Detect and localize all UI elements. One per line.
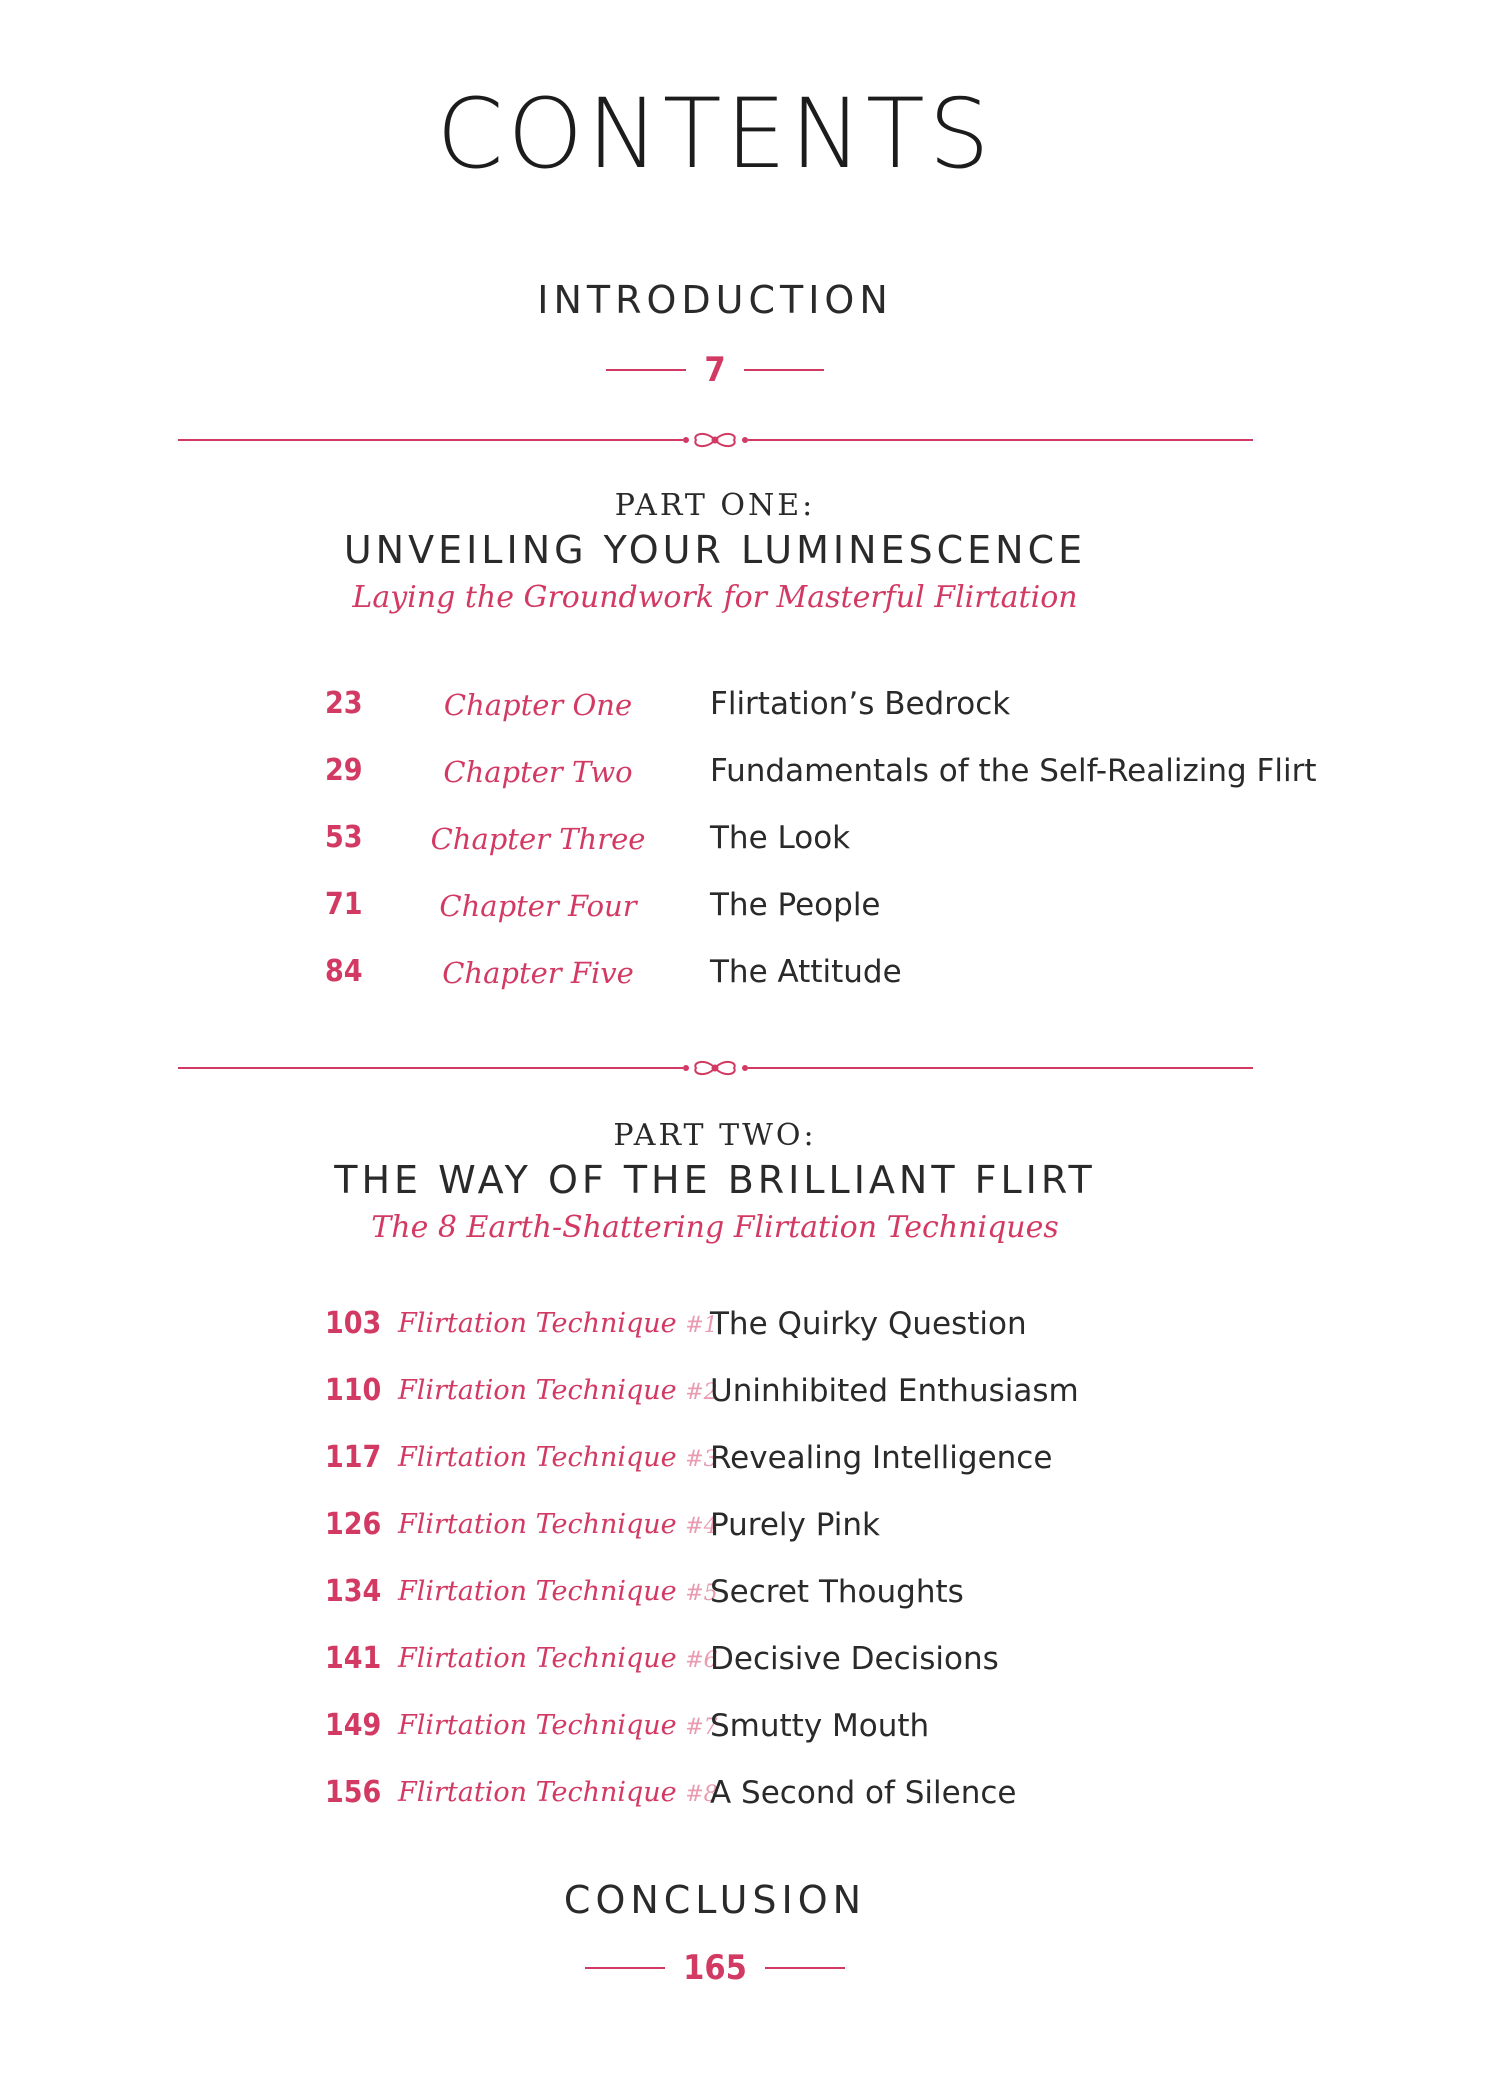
conclusion-page-number[interactable]: 165 [683, 1948, 747, 1988]
entry-technique-label [398, 1442, 718, 1473]
entry-technique-label [398, 1375, 718, 1406]
entry-technique-label [398, 1308, 718, 1339]
entry-chapter-label: Chapter Four [439, 889, 637, 923]
toc-entry[interactable] [0, 1574, 1500, 1624]
entry-page-number: 149 [325, 1708, 382, 1743]
toc-entry[interactable] [0, 686, 1500, 736]
entry-page-number: 134 [325, 1574, 382, 1609]
toc-entry[interactable] [0, 1708, 1500, 1758]
toc-entry[interactable] [0, 753, 1500, 803]
entry-title: Fundamentals of the Self-Realizing Flirt [710, 753, 1317, 789]
entry-title: The Look [710, 820, 851, 856]
entry-page-number: 23 [325, 686, 363, 721]
entry-page-number: 29 [325, 753, 363, 788]
entry-title: The Quirky Question [710, 1306, 1027, 1342]
entry-page-number: 84 [325, 954, 363, 989]
technique-label-text: Flirtation Technique [398, 1509, 677, 1540]
part-one-subtitle: Laying the Groundwork for Masterful Flirtation [352, 580, 1078, 615]
entry-technique-label [398, 1509, 718, 1540]
entry-technique-label [398, 1710, 718, 1741]
entry-page-number: 110 [325, 1373, 382, 1408]
toc-entry[interactable] [0, 1775, 1500, 1825]
entry-page-number: 156 [325, 1775, 382, 1810]
entry-chapter-label: Chapter One [443, 688, 633, 722]
introduction-heading[interactable]: INTRODUCTION [537, 278, 893, 322]
entry-title: The Attitude [710, 954, 902, 990]
toc-entry[interactable] [0, 954, 1500, 1004]
technique-number: #3 [685, 1447, 718, 1472]
entry-page-number: 71 [325, 887, 363, 922]
ornament-divider-icon [178, 428, 1253, 452]
entry-page-number: 117 [325, 1440, 382, 1475]
entry-title: The People [710, 887, 881, 923]
ornament-divider-icon [178, 1056, 1253, 1080]
technique-number: #6 [685, 1648, 718, 1673]
technique-number: #7 [685, 1715, 718, 1740]
technique-number: #5 [685, 1581, 718, 1606]
entry-chapter-label: Chapter Three [430, 822, 646, 856]
technique-label-text: Flirtation Technique [398, 1643, 677, 1674]
technique-number: #2 [685, 1380, 718, 1405]
entry-title: A Second of Silence [710, 1775, 1017, 1811]
part-one-label: PART ONE: [614, 488, 816, 523]
technique-label-text: Flirtation Technique [398, 1375, 677, 1406]
entry-technique-label [398, 1643, 718, 1674]
dash-right [744, 369, 824, 371]
conclusion-page-marker [0, 1948, 1430, 1988]
toc-entry[interactable] [0, 1507, 1500, 1557]
entry-page-number: 141 [325, 1641, 382, 1676]
page-title: CONTENTS [436, 78, 994, 190]
technique-label-text: Flirtation Technique [398, 1777, 677, 1808]
entry-title: Smutty Mouth [710, 1708, 930, 1744]
toc-entry[interactable] [0, 1306, 1500, 1356]
entry-technique-label [398, 1777, 718, 1808]
conclusion-heading[interactable]: CONCLUSION [563, 1878, 867, 1922]
part-two-label: PART TWO: [613, 1118, 817, 1153]
part-one-title: UNVEILING YOUR LUMINESCENCE [343, 528, 1087, 572]
toc-entry[interactable] [0, 887, 1500, 937]
toc-entry[interactable] [0, 1373, 1500, 1423]
introduction-page-number[interactable]: 7 [704, 350, 726, 390]
entry-title: Purely Pink [710, 1507, 880, 1543]
toc-entry[interactable] [0, 1641, 1500, 1691]
entry-title: Flirtation’s Bedrock [710, 686, 1011, 722]
entry-technique-label [398, 1576, 718, 1607]
entry-chapter-label: Chapter Two [443, 755, 633, 789]
entry-title: Uninhibited Enthusiasm [710, 1373, 1079, 1409]
entry-page-number: 53 [325, 820, 363, 855]
technique-number: #1 [685, 1313, 718, 1338]
technique-label-text: Flirtation Technique [398, 1442, 677, 1473]
entry-title: Revealing Intelligence [710, 1440, 1053, 1476]
dash-left [585, 1967, 665, 1969]
toc-entry[interactable] [0, 820, 1500, 870]
technique-label-text: Flirtation Technique [398, 1308, 677, 1339]
toc-entry[interactable] [0, 1440, 1500, 1490]
part-two-title: THE WAY OF THE BRILLIANT FLIRT [334, 1158, 1096, 1202]
dash-left [606, 369, 686, 371]
part-two-subtitle: The 8 Earth-Shattering Flirtation Techniques [371, 1210, 1059, 1245]
dash-right [765, 1967, 845, 1969]
entry-chapter-label: Chapter Five [442, 956, 634, 990]
introduction-page-marker [0, 350, 1430, 390]
entry-title: Secret Thoughts [710, 1574, 964, 1610]
technique-label-text: Flirtation Technique [398, 1710, 677, 1741]
entry-title: Decisive Decisions [710, 1641, 999, 1677]
technique-number: #4 [685, 1514, 718, 1539]
entry-page-number: 126 [325, 1507, 382, 1542]
entry-page-number: 103 [325, 1306, 382, 1341]
technique-number: #8 [685, 1782, 718, 1807]
technique-label-text: Flirtation Technique [398, 1576, 677, 1607]
